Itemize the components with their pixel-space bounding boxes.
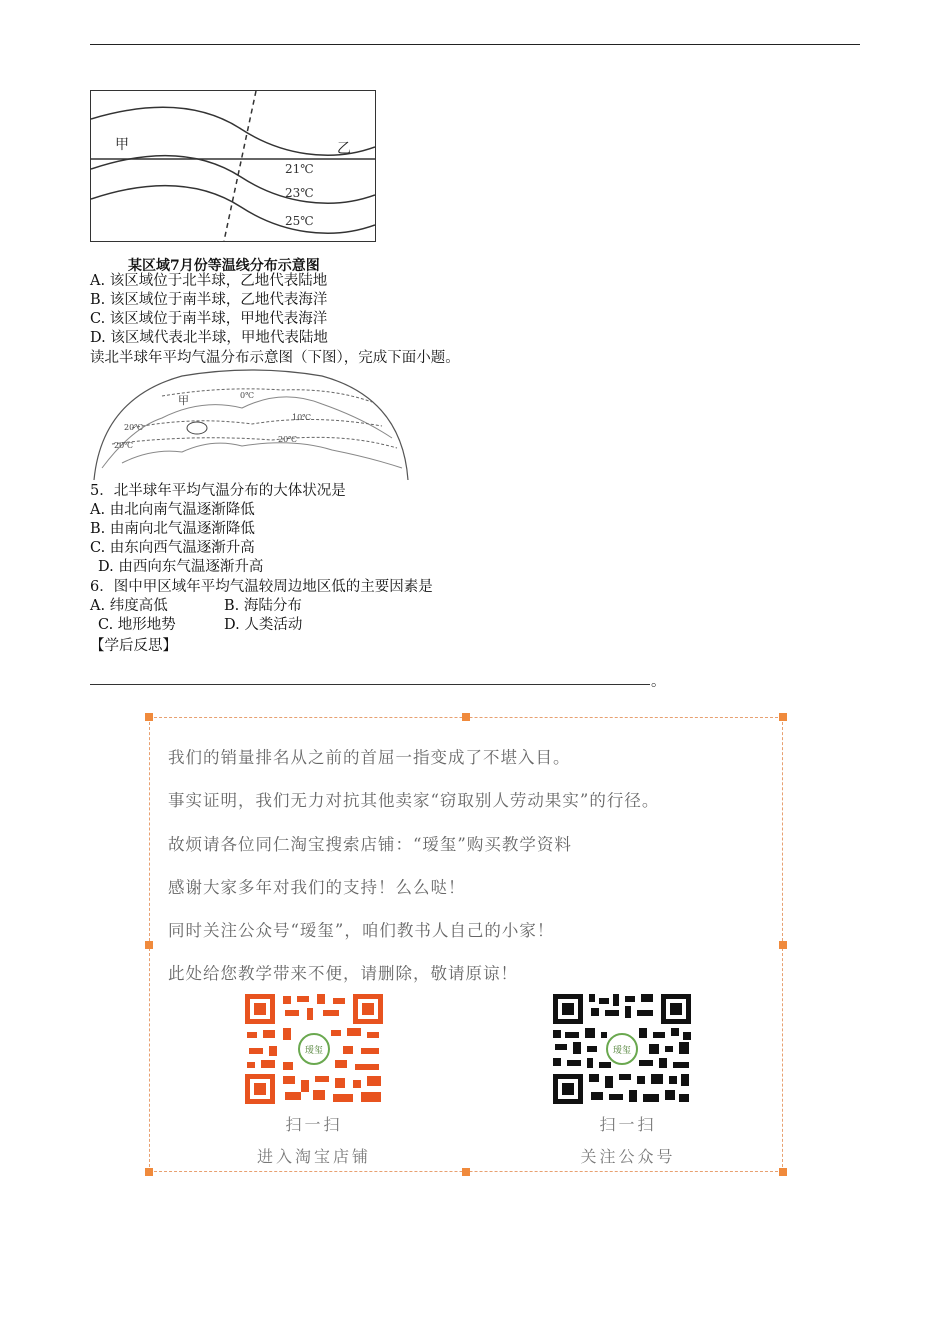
hemisphere-map	[92, 368, 410, 480]
notice-line: 我们的销量排名从之前的首屈一指变成了不堪入目。	[168, 748, 571, 767]
isotherm-label: 23℃	[285, 186, 314, 200]
label-yi: 乙	[337, 141, 351, 157]
qr-logo-text: 瑷玺	[304, 1046, 324, 1056]
isotherm-line	[112, 437, 397, 448]
notice-line: 事实证明，我们无力对抗其他卖家“窃取别人劳动果实”的行径。	[168, 791, 660, 810]
label-jia: 甲	[115, 137, 129, 153]
reflection-title: 【学后反思】	[90, 638, 177, 654]
map-label: 20℃	[124, 423, 144, 432]
isotherm-line	[91, 186, 375, 234]
q6-option-d: D. 人类活动	[224, 617, 303, 633]
notice-line: 故烦请各位同仁淘宝搜索店铺：“瑷玺”购买教学资料	[168, 835, 572, 854]
resize-handle[interactable]	[779, 1168, 787, 1176]
q5-option-c: C. 由东向西气温逐渐升高	[90, 540, 255, 556]
figure-caption: 某区域7月份等温线分布示意图	[128, 258, 320, 274]
notice-line: 同时关注公众号“瑷玺”，咱们教书人自己的小家！	[168, 921, 555, 940]
resize-handle[interactable]	[145, 713, 153, 721]
q6-option-a: A. 纬度高低	[90, 598, 168, 614]
qr-scan-label-right: 扫一扫	[599, 1115, 657, 1134]
resize-handle[interactable]	[145, 941, 153, 949]
temperature-map	[92, 368, 410, 480]
isotherm-line	[162, 389, 372, 402]
qr-desc-right: 关注公众号	[580, 1147, 676, 1166]
reflection-end-mark: 。	[651, 674, 666, 690]
question-5: 5．北半球年平均气温分布的大体状况是	[90, 483, 346, 499]
resize-handle[interactable]	[779, 941, 787, 949]
q5-option-a: A. 由北向南气温逐渐降低	[90, 502, 255, 518]
reflection-blank-line	[90, 684, 650, 685]
q6-option-b: B. 海陆分布	[224, 598, 302, 614]
q5-option-b: B. 由南向北气温逐渐降低	[90, 521, 255, 537]
coastline	[102, 397, 392, 468]
isotherm-diagram	[91, 91, 375, 241]
intro-text: 读北半球年平均气温分布示意图（下图），完成下面小题。	[90, 350, 460, 366]
resize-handle[interactable]	[462, 1168, 470, 1176]
isotherm-label: 25℃	[285, 214, 314, 228]
q6-option-c: C. 地形地势	[98, 617, 176, 633]
map-label: 20℃	[114, 441, 134, 450]
qr-code-taobao[interactable]	[243, 992, 385, 1106]
qr-code-wechat[interactable]	[551, 992, 693, 1106]
q5-option-d: D. 由西向东气温逐渐升高	[98, 559, 264, 575]
qr-scan-label-left: 扫一扫	[285, 1115, 343, 1134]
plateau-contour	[187, 422, 207, 434]
map-label: 20℃	[278, 435, 298, 444]
isotherm-figure	[90, 90, 376, 242]
dashed-line	[224, 91, 256, 241]
qr-logo-text: 瑷玺	[612, 1046, 632, 1056]
map-label: 0℃	[240, 391, 255, 400]
option-c: C. 该区域位于南半球，甲地代表海洋	[90, 311, 328, 327]
isotherm-line	[91, 156, 375, 204]
option-a: A. 该区域位于北半球，乙地代表陆地	[90, 273, 328, 289]
option-b: B. 该区域位于南半球，乙地代表海洋	[90, 292, 328, 308]
isotherm-line	[132, 419, 382, 428]
notice-line: 感谢大家多年对我们的支持！么么哒！	[168, 878, 466, 897]
qr-desc-left: 进入淘宝店铺	[256, 1147, 371, 1166]
map-label: 10℃	[292, 413, 312, 422]
resize-handle[interactable]	[779, 713, 787, 721]
isotherm-line	[91, 107, 375, 155]
option-d: D. 该区域代表北半球，甲地代表陆地	[90, 330, 328, 346]
notice-line: 此处给您教学带来不便，请删除，敬请原谅！	[168, 964, 518, 983]
resize-handle[interactable]	[145, 1168, 153, 1176]
resize-handle[interactable]	[462, 713, 470, 721]
question-6: 6．图中甲区域年平均气温较周边地区低的主要因素是	[90, 579, 433, 595]
isotherm-label: 21℃	[285, 162, 314, 176]
coastline	[122, 443, 402, 468]
header-rule	[90, 44, 860, 45]
map-label: 甲	[178, 394, 189, 407]
